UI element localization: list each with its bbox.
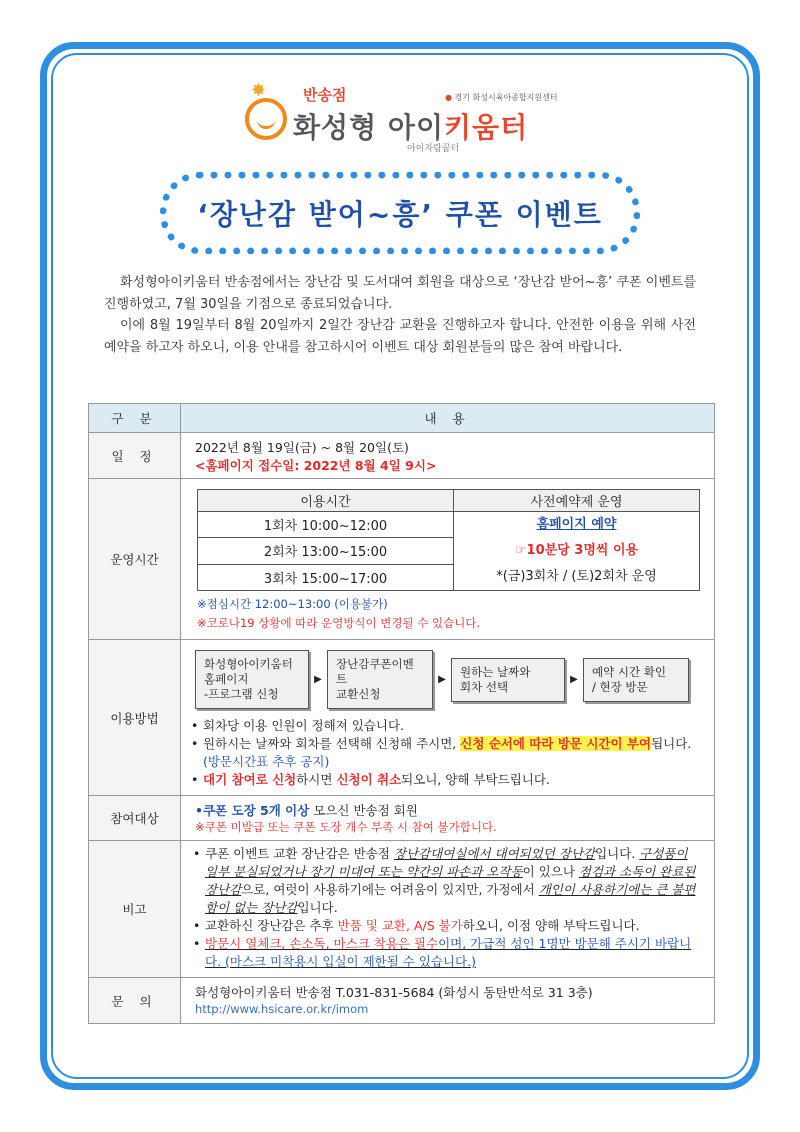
remarks-row bbox=[89, 841, 715, 978]
method-content bbox=[181, 640, 715, 796]
method-note-2 bbox=[191, 735, 704, 771]
method-note-2-highlight: 신청 순서에 따라 방문 시간이 부여 bbox=[460, 736, 652, 751]
page-title: ‘장난감 받어~흥’ 쿠폰 이벤트 bbox=[197, 198, 603, 231]
flow-arrow-icon: ▶ bbox=[438, 674, 446, 685]
info-table bbox=[88, 403, 715, 1024]
session-3: 3회차 15:00~17:00 bbox=[198, 564, 454, 590]
flow-step-1 bbox=[195, 650, 309, 709]
remarks-content bbox=[181, 841, 715, 978]
schedule-content bbox=[181, 433, 715, 479]
method-note-3-red1: 대기 참여로 신청 bbox=[203, 772, 297, 787]
remarks-label: 비고 bbox=[89, 841, 181, 978]
remark-1 bbox=[193, 845, 702, 917]
hours-row bbox=[89, 479, 715, 640]
method-flow bbox=[195, 650, 704, 709]
remark-3-blue: 이며, 가급적 성인 1명만 방문해 주시기 바랍니다. (마스크 미착용시 입실이 제한될 수 있습니다.) bbox=[205, 936, 692, 969]
flow-step-1-line2: 홈페이지 bbox=[204, 672, 249, 686]
reserve-info bbox=[454, 512, 700, 591]
target-rest: 모으신 반송점 회원 bbox=[309, 803, 418, 818]
target-content bbox=[181, 796, 715, 841]
session-1: 1회차 10:00~12:00 bbox=[198, 512, 454, 538]
header-content: 내 용 bbox=[181, 404, 715, 433]
remark-1-u3: 점검과 소독이 완료된 장난감 bbox=[205, 864, 696, 897]
flow-step-3-line1: 원하는 날짜와 bbox=[460, 664, 531, 679]
remark-1-u1: 장난감대여실에서 대여되었던 장난감 bbox=[393, 846, 596, 861]
method-label-cell: 이용방법 bbox=[89, 640, 181, 796]
remark-3-red: 방문시 열체크, 손소독, 마스크 착용은 필수 bbox=[205, 936, 439, 951]
remark-2 bbox=[193, 917, 702, 935]
remark-2-red: 반품 및 교환, A/S 불가 bbox=[337, 918, 463, 933]
remark-1-u2: 구성품이 일부 분실되었거나 장기 미대여 또는 약간의 파손과 오작동 bbox=[205, 846, 688, 879]
flow-step-2-line1: 장난감쿠폰이벤트 bbox=[336, 657, 414, 686]
remark-1-u4: 개인이 사용하기에는 큰 불편함이 없는 장난감 bbox=[205, 882, 696, 915]
logo-title-part1: 화성형 아이 bbox=[293, 111, 444, 144]
title-box bbox=[160, 172, 640, 254]
flow-step-1-line3: -프로그램 신청 bbox=[204, 687, 279, 701]
method-note-3-a: 하시면 bbox=[296, 772, 337, 787]
flow-step-1-line1: 화성형아이키움터 bbox=[204, 657, 293, 671]
target-row bbox=[89, 796, 715, 841]
target-line-1 bbox=[195, 801, 702, 819]
col-reserve: 사전예약제 운영 bbox=[454, 490, 700, 512]
logo-org-text: 경기 화성시육아종합지원센터 bbox=[454, 93, 558, 102]
schedule-row bbox=[89, 433, 715, 479]
reserve-link[interactable]: 홈페이지 예약 bbox=[536, 517, 617, 532]
target-label: 참여대상 bbox=[89, 796, 181, 841]
method-note-2-b: 됩니다. bbox=[651, 736, 692, 751]
contact-url[interactable]: http://www.hsicare.or.kr/imom bbox=[195, 1001, 369, 1016]
flow-step-3-line2: 회차 선택 bbox=[460, 679, 509, 694]
remark-2-a: 교환하신 장난감은 추후 bbox=[205, 918, 338, 933]
smile-face-icon bbox=[245, 98, 287, 140]
logo-title bbox=[293, 106, 528, 146]
remark-1-a: 쿠폰 이벤트 교환 장난감은 반송점 bbox=[205, 846, 394, 861]
method-row bbox=[89, 640, 715, 796]
remark-3 bbox=[193, 935, 702, 971]
method-note-2-a: 원하시는 날짜와 회차를 선택해 신청해 주시면, bbox=[203, 736, 461, 751]
method-note-1: • 회차당 이용 인원이 정해져 있습니다. bbox=[191, 717, 704, 735]
remark-1-c: 이 있으나 bbox=[522, 864, 579, 879]
contact-info: 화성형아이키움터 반송점 T.031-831-5684 (화성시 동탄반석로 31 3층) bbox=[195, 984, 593, 1000]
flow-arrow-icon: ▶ bbox=[570, 674, 578, 685]
remark-1-e: 입니다. bbox=[297, 900, 338, 915]
flow-step-3 bbox=[451, 658, 565, 702]
org-mark-icon: ● bbox=[445, 93, 452, 102]
target-condition: 쿠폰 도장 5개 이상 bbox=[203, 803, 310, 818]
remark-1-b: 입니다. bbox=[595, 846, 640, 861]
session-2: 2회차 13:00~15:00 bbox=[198, 538, 454, 564]
method-note-3-b: 되오니, 양해 부탁드립니다. bbox=[401, 772, 550, 787]
flow-step-4-line1: 예약 시간 확인 bbox=[592, 664, 666, 679]
method-note-3 bbox=[191, 771, 704, 789]
schedule-signup-date: <홈페이지 접수일: 2022년 8월 4일 9시> bbox=[195, 457, 437, 473]
method-note-2-blue: (방문시간표 추후 공지) bbox=[203, 754, 330, 769]
remarks-list bbox=[193, 845, 702, 971]
logo-org bbox=[445, 92, 558, 103]
method-note-3-red2: 신청이 취소 bbox=[336, 772, 402, 787]
contact-row bbox=[89, 978, 715, 1024]
logo-subtitle: 아이자람꿈터 bbox=[407, 144, 460, 154]
intro-paragraph-2: 이에 8월 19일부터 8월 20일까지 2일간 장난감 교환을 진행하고자 합니다. 안전한 이용을 위해 사전예약을 하고자 하오니, 이용 안내를 참고하시어 이벤트 대상 회원분들의 많은 참여 바랍니다. bbox=[104, 318, 696, 355]
method-notes bbox=[191, 717, 704, 789]
logo-branch: 반송점 bbox=[303, 86, 347, 104]
logo bbox=[245, 80, 575, 152]
flow-arrow-icon: ▶ bbox=[314, 674, 322, 685]
logo-title-part2: 키움터 bbox=[444, 111, 529, 144]
header-label: 구 분 bbox=[89, 404, 181, 433]
flow-step-4 bbox=[583, 658, 689, 702]
flow-step-2-line2: 교환신청 bbox=[336, 687, 381, 701]
reserve-rule: ☞10분당 3명씩 이용 bbox=[514, 543, 639, 558]
session-row bbox=[198, 512, 700, 538]
target-bullet: • bbox=[195, 803, 203, 818]
flow-step-2 bbox=[327, 650, 433, 709]
covid-note: ※코로나19 상황에 따라 운영방식이 변경될 수 있습니다. bbox=[197, 616, 481, 630]
schedule-dates: 2022년 8월 19일(금) ~ 8월 20일(토) bbox=[195, 439, 409, 455]
schedule-label: 일 정 bbox=[89, 433, 181, 479]
col-time: 이용시간 bbox=[198, 490, 454, 512]
star-icon: ✸ bbox=[251, 80, 267, 101]
remark-1-d: 으로, 여럿이 사용하기에는 어려움이 있지만, 가정에서 bbox=[241, 882, 539, 897]
hours-content bbox=[181, 479, 715, 640]
schedule-table-header bbox=[198, 490, 700, 512]
schedule-table bbox=[197, 489, 700, 591]
table-header-row bbox=[89, 404, 715, 433]
intro-paragraph-1: 화성형아이키움터 반송점에서는 장난감 및 도서대여 회원을 대상으로 ‘장난감 받어~흥’ 쿠폰 이벤트를 진행하였고, 7월 30일을 기점으로 종료되었습니다. bbox=[104, 275, 696, 312]
remark-2-b: 하오니, 이점 양해 부탁드립니다. bbox=[462, 918, 640, 933]
flow-step-4-line2: / 현장 방문 bbox=[592, 679, 648, 694]
intro bbox=[104, 272, 696, 358]
contact-content bbox=[181, 978, 715, 1024]
lunch-note: ※점심시간 12:00~13:00 (이용불가) bbox=[197, 597, 388, 611]
hours-label: 운영시간 bbox=[89, 479, 181, 640]
reserve-count: *(금)3회차 / (토)2회차 운영 bbox=[496, 569, 657, 584]
target-warning: ※쿠폰 미발급 또는 쿠폰 도장 개수 부족 시 참여 불가합니다. bbox=[195, 820, 497, 834]
contact-label: 문 의 bbox=[89, 978, 181, 1024]
